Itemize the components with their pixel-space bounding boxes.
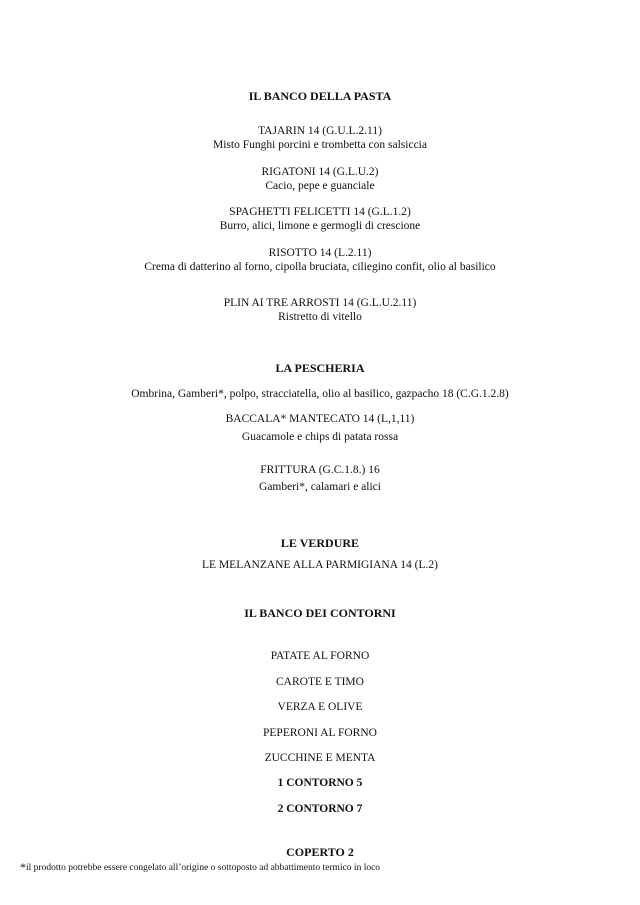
dish-name-baccala: BACCALA* MANTECATO 14 (L,1,11) (225, 413, 415, 425)
section-heading-verdure: LE VERDURE (280, 536, 360, 550)
section-heading-pescheria: LA PESCHERIA (275, 361, 365, 375)
contorno-item: VERZA E OLIVE (277, 701, 363, 713)
dish-name-rigatoni: RIGATONI 14 (G.L.U.2) (261, 166, 379, 178)
section-heading-contorni: IL BANCO DEI CONTORNI (244, 606, 396, 620)
dish-desc-rigatoni: Cacio, pepe e guanciale (265, 180, 375, 192)
contorno-price-one: 1 CONTORNO 5 (277, 777, 363, 789)
dish-desc-risotto: Crema di datterino al forno, cipolla bruciata, ciliegino confit, olio al basilico (144, 261, 496, 273)
section-heading-pasta: IL BANCO DELLA PASTA (248, 89, 392, 103)
dish-name-frittura: FRITTURA (G.C.1.8.) 16 (260, 464, 380, 476)
contorno-item: PEPERONI AL FORNO (263, 727, 377, 739)
dish-desc-spaghetti: Burro, alici, limone e germogli di crescione (219, 220, 421, 232)
dish-desc-baccala: Guacamole e chips di patata rossa (241, 431, 399, 443)
contorno-item: ZUCCHINE E MENTA (264, 752, 376, 764)
dish-desc-plin: Ristretto di vitello (278, 311, 362, 323)
dish-desc-tajarin: Misto Funghi porcini e trombetta con salsiccia (213, 139, 427, 151)
dish-name-spaghetti: SPAGHETTI FELICETTI 14 (G.L.1.2) (229, 206, 411, 218)
footnote (20, 861, 380, 874)
dish-desc-frittura: Gamberi*, calamari e alici (259, 481, 381, 493)
footnote-text: il prodotto potrebbe essere congelato all’origine o sottoposto ad abbattimento termico in loco (26, 863, 381, 873)
dish-name-plin: PLIN AI TRE ARROSTI 14 (G.L.U.2.11) (223, 297, 417, 309)
dish-melanzane: LE MELANZANE ALLA PARMIGIANA 14 (L.2) (202, 559, 438, 571)
dish-name-tajarin: TAJARIN 14 (G.U.L.2.11) (258, 125, 382, 137)
footnote-asterisk: * (20, 860, 26, 874)
contorno-item: PATATE AL FORNO (270, 650, 370, 662)
coperto-price: COPERTO 2 (286, 845, 354, 859)
contorno-item: CAROTE E TIMO (276, 676, 364, 688)
dish-name-risotto: RISOTTO 14 (L.2.11) (268, 247, 372, 259)
dish-ombrina: Ombrina, Gamberi*, polpo, stracciatella, olio al basilico, gazpacho 18 (C.G.1.2.8) (131, 388, 509, 400)
contorno-price-two: 2 CONTORNO 7 (277, 803, 363, 815)
